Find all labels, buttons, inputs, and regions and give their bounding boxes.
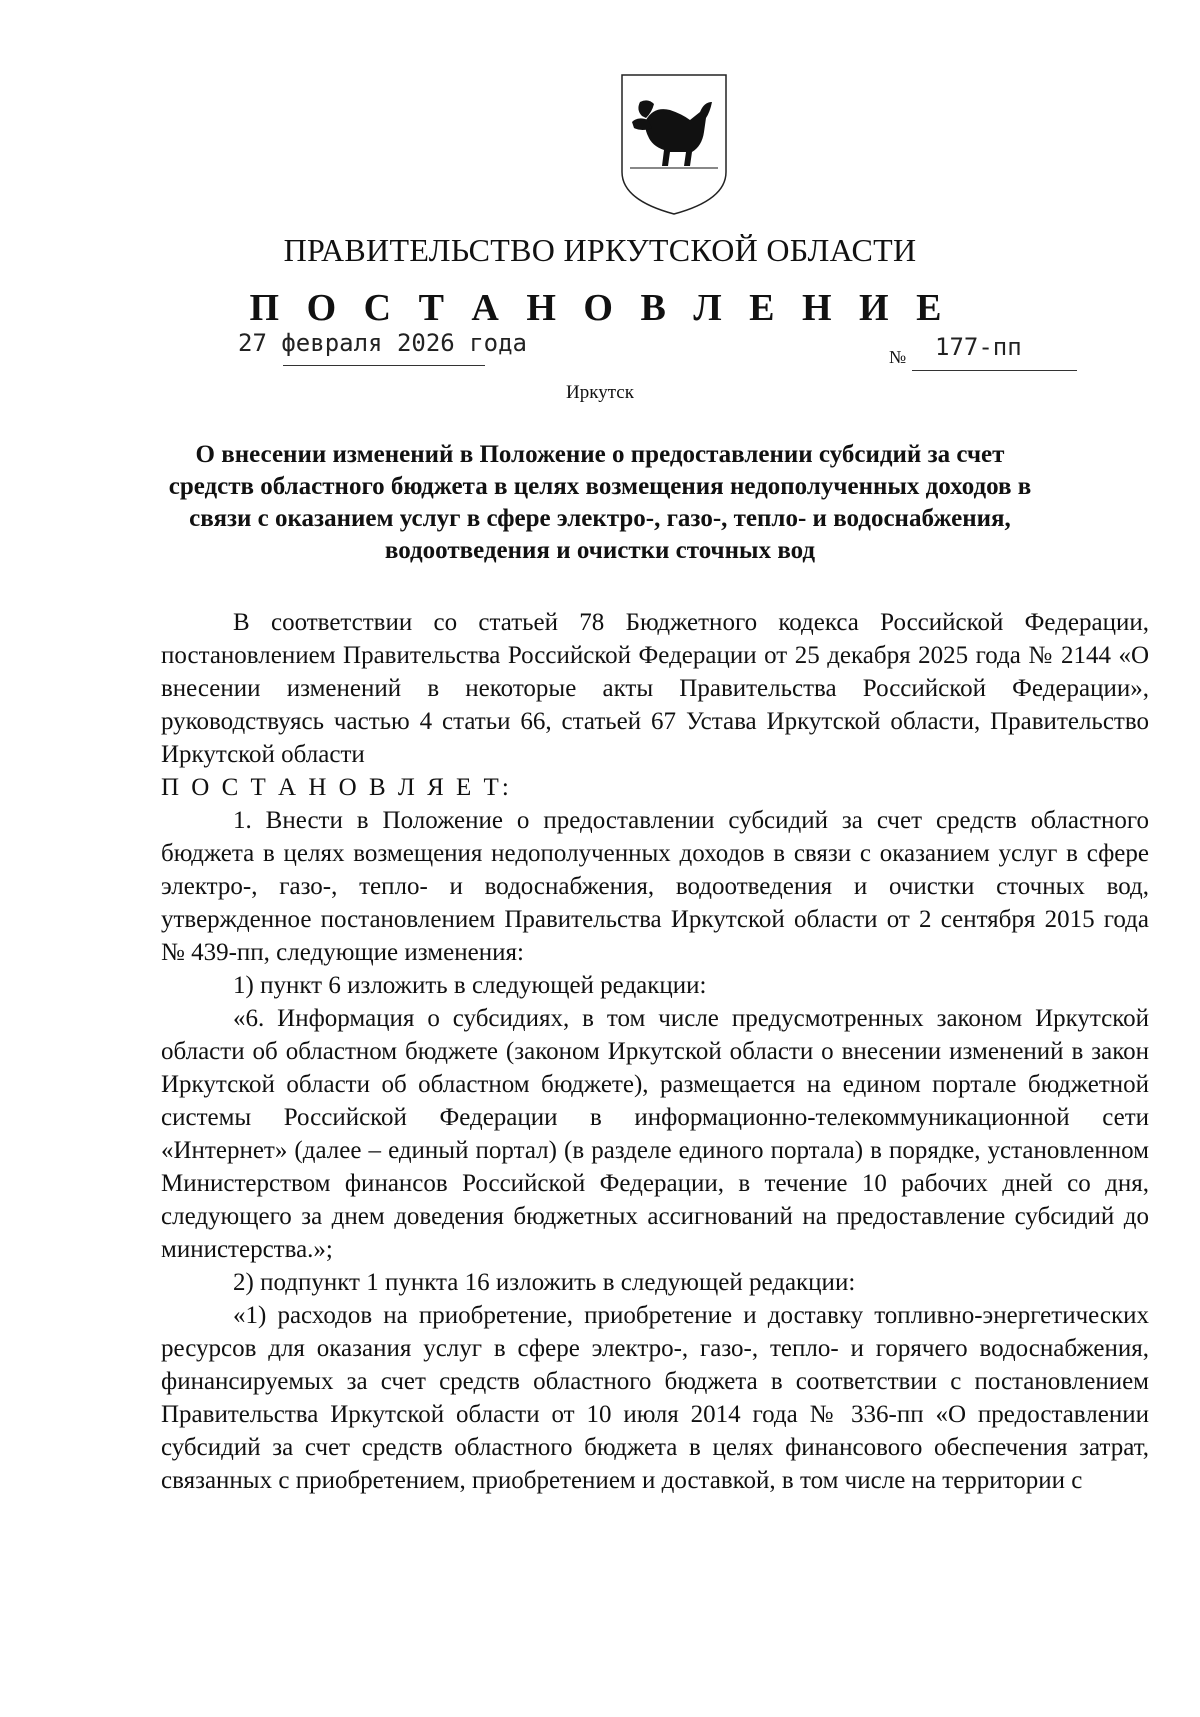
coat-of-arms-emblem bbox=[618, 72, 730, 217]
document-date: 27 февраля 2026 года bbox=[238, 329, 527, 357]
paragraph-1: 1. Внести в Положение о предоставлении субсидий за счет средств областного бюджета в целях возмещения недополученных доходов в связи с оказанием услуг в сфере электро-, газо-, тепло- и водоснабжения, водоотведения и очистки сточных вод, утвержденное постановлением Правительства Иркутской области от 2 сентября 2015 года № 439-пп, следующие изменения: bbox=[161, 807, 1149, 966]
paragraph-4: 2) подпункт 1 пункта 16 изложить в следующей редакции: bbox=[233, 1269, 856, 1296]
document-number: 177-пп bbox=[935, 333, 1022, 361]
government-title: ПРАВИТЕЛЬСТВО ИРКУТСКОЙ ОБЛАСТИ bbox=[283, 232, 917, 268]
number-sign: № bbox=[889, 347, 907, 367]
date-underline bbox=[283, 365, 485, 366]
number-underline bbox=[912, 370, 1077, 371]
document-heading: О внесении изменений в Положение о предоставлении субсидий за счет средств областного бюджета в целях возмещения недополученных доходов в связи с оказанием услуг в сфере электро-, газо-, тепло- и водоснабжения, водоотведения и очистки сточных вод bbox=[168, 441, 1032, 564]
preamble-paragraph: В соответствии со статьей 78 Бюджетного кодекса Российской Федерации, постановлением Правительства Российской Федерации от 25 декабря 2025 года № 2144 «О внесении изменений в некоторые акты Правительства Российской Федерации», руководствуясь частью 4 статьи 66, статьей 67 Устава Иркутской области, Правительство Иркутской области bbox=[161, 609, 1149, 768]
city-name: Иркутск bbox=[566, 382, 634, 403]
resolves-word: П О С Т А Н О В Л Я Е Т: bbox=[161, 774, 512, 801]
paragraph-3: «6. Информация о субсидиях, в том числе предусмотренных законом Иркутской области об областном бюджете (законом Иркутской области о внесении изменений в закон Иркутской области об областном бюджете), размещается на едином портале бюджетной системы Российской Федерации в информационно-телекоммуникационной сети «Интернет» (далее – единый портал) (в разделе единого портала) в порядке, установленном Министерством финансов Российской Федерации, в течение 10 рабочих дней со дня, следующего за днем доведения бюджетных ассигнований на предоставление субсидий до министерства.»; bbox=[161, 1005, 1149, 1263]
paragraph-2: 1) пункт 6 изложить в следующей редакции: bbox=[233, 972, 707, 999]
document-type: П О С Т А Н О В Л Е Н И Е bbox=[249, 287, 951, 329]
document-body bbox=[161, 606, 1149, 1497]
paragraph-5: «1) расходов на приобретение, приобретение и доставку топливно-энергетических ресурсов для оказания услуг в сфере электро-, газо-, тепло- и горячего водоснабжения, финансируемых за счет средств областного бюджета в соответствии с постановлением Правительства Иркутской области от 10 июля 2014 года № 336-пп «О предоставлении субсидий за счет средств областного бюджета в целях финансового обеспечения затрат, связанных с приобретением, приобретением и доставкой, в том числе на территории с bbox=[161, 1302, 1149, 1494]
